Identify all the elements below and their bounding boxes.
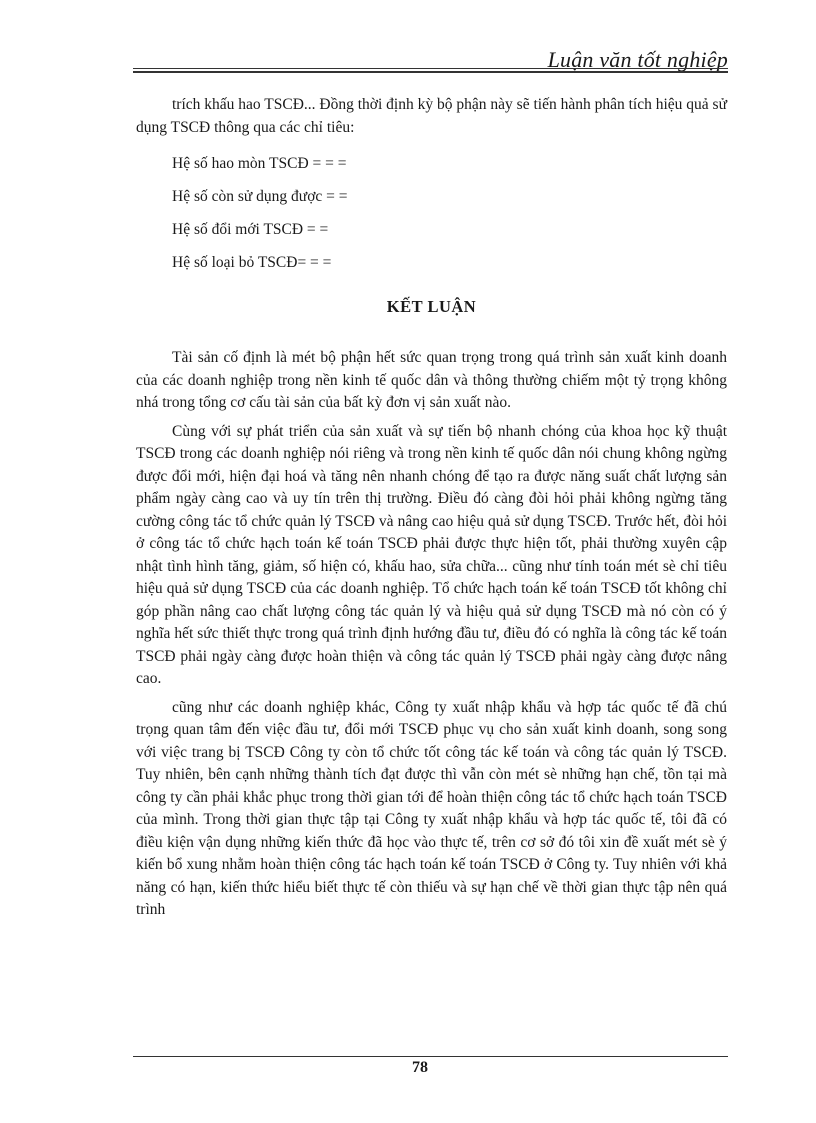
paragraph-1: Tài sản cố định là mét bộ phận hết sức quan trọng trong quá trình sản xuất kinh doanh của các doanh nghiệp trong nền kinh tế quốc dân và thông thường chiếm một tỷ trọng không nhá trong tổng cơ cấu tài sản của bất kỳ đơn vị sản xuất nào. xyxy=(136,349,727,411)
paragraph-2: Cùng với sự phát triển của sản xuất và sự tiến bộ nhanh chóng của khoa học kỹ thuật TSCĐ trong các doanh nghiệp nói riêng và trong nền kinh tế quốc dân nói chung không ngừng được đổi mới, hiện đại hoá và tăng nên nhanh chóng để tạo ra được năng suất chất lượng sản phẩm ngày càng cao và uy tín trên thị trường. Điều đó càng đòi hỏi phải không ngừng tăng cường công tác tổ chức quản lý TSCĐ và nâng cao hiệu quả sử dụng TSCĐ. Trước hết, đòi hỏi ở công tác tổ chức hạch toán kế toán TSCĐ phải được thực hiện tốt, phải thường xuyên cập nhật tình hình tăng, giảm, số hiện có, khấu hao, sửa chữa... cũng như tính toán mét sè chỉ tiêu hiệu quả sử dụng TSCĐ của các doanh nghiệp. Tổ chức hạch toán kế toán TSCĐ tốt không chỉ góp phần nâng cao chất lượng công tác quản lý và hiệu quả sử dụng TSCĐ mà nó còn có ý nghĩa hết sức thiết thực trong quá trình định hướng đầu tư, điều đó có nghĩa là công tác kế toán TSCĐ phải ngày càng được hoàn thiện và công tác quản lý TSCĐ phải ngày càng được nâng cao. xyxy=(136,422,727,687)
header-rule xyxy=(133,68,728,69)
running-header-title: Luận văn tốt nghiệp xyxy=(547,47,728,72)
indicator-disposal-ratio: Hệ số loại bỏ TSCĐ= = = xyxy=(172,254,332,271)
footer-rule xyxy=(133,1056,728,1057)
section-heading: KẾT LUẬN xyxy=(386,297,477,316)
page-number: 78 xyxy=(412,1059,428,1076)
indicator-remaining-ratio: Hệ số còn sử dụng được = = xyxy=(172,188,348,205)
indicator-wear-ratio: Hệ số hao mòn TSCĐ = = = xyxy=(172,155,347,172)
intro-paragraph: trích khấu hao TSCĐ... Đồng thời định kỳ bộ phận này sẽ tiến hành phân tích hiệu quả sử dụng TSCĐ thông qua các chỉ tiêu: xyxy=(136,96,727,136)
page-body xyxy=(136,94,727,922)
paragraph-3: cũng như các doanh nghiệp khác, Công ty xuất nhập khẩu và hợp tác quốc tế đã chú trọng quan tâm đến việc đầu tư, đổi mới TSCĐ phục vụ cho sản xuất kinh doanh, song song với việc trang bị TSCĐ Công ty còn tổ chức tốt công tác kế toán và công tác quản lý TSCĐ. Tuy nhiên, bên cạnh những thành tích đạt được thì vẫn còn mét sè những hạn chế, tồn tại mà công ty cần phải khắc phục trong thời gian tới để hoàn thiện công tác tổ chức hạch toán TSCĐ của mình. Trong thời gian thực tập tại Công ty xuất nhập khẩu và hợp tác quốc tế, tôi đã có điều kiện vận dụng những kiến thức đã học vào thực tế, trên cơ sở đó tôi xin đề xuất mét sè ý kiến bổ xung nhằm hoàn thiện công tác hạch toán kế toán TSCĐ ở Công ty. Tuy nhiên với khả năng có hạn, kiến thức hiểu biết thực tế còn thiếu và sự hạn chế về thời gian thực tập nên quá trình xyxy=(136,698,727,918)
header-rule-thick xyxy=(133,71,728,73)
indicator-renewal-ratio: Hệ số đổi mới TSCĐ = = xyxy=(172,221,329,238)
